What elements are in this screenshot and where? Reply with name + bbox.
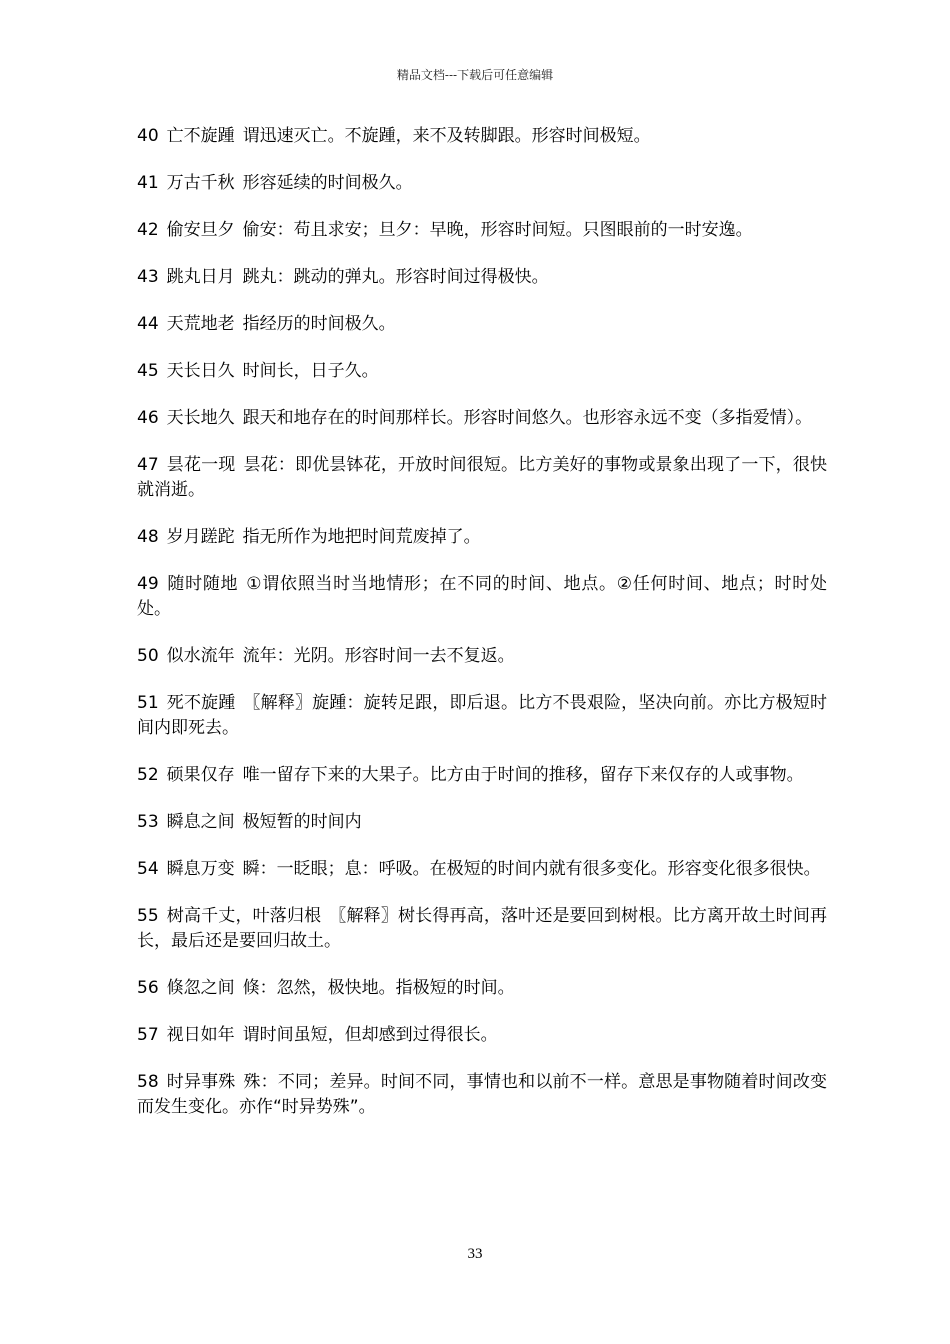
entry-number: 58 xyxy=(137,1072,159,1092)
entry-number: 55 xyxy=(137,906,159,926)
entry-number: 51 xyxy=(137,693,159,713)
list-item xyxy=(137,312,827,337)
entry-term: 硕果仅存 xyxy=(166,765,235,785)
entry-definition: 唯一留存下来的大果子。比方由于时间的推移，留存下来仅存的人或事物。 xyxy=(242,765,804,785)
list-item xyxy=(137,359,827,384)
list-item xyxy=(137,976,827,1001)
list-item xyxy=(137,763,827,788)
entry-term: 时异事殊 xyxy=(166,1072,236,1092)
entry-term: 昙花一现 xyxy=(166,455,236,475)
entry-definition: 跟天和地存在的时间那样长。形容时间悠久。也形容永远不变（多指爱情）。 xyxy=(242,408,813,428)
list-item xyxy=(137,904,827,954)
entry-number: 57 xyxy=(137,1025,159,1045)
entry-number: 52 xyxy=(137,765,159,785)
list-item xyxy=(137,124,827,149)
entry-definition: 谓时间虽短，但却感到过得很长。 xyxy=(242,1025,498,1045)
entry-number: 48 xyxy=(137,527,159,547)
list-item xyxy=(137,644,827,669)
list-item xyxy=(137,1070,827,1120)
list-item xyxy=(137,525,827,550)
entry-definition: 形容延续的时间极久。 xyxy=(242,173,413,193)
entry-term: 瞬息之间 xyxy=(166,812,235,832)
entry-term: 偷安旦夕 xyxy=(166,220,235,240)
entry-definition: 瞬：一眨眼；息：呼吸。在极短的时间内就有很多变化。形容变化很多很快。 xyxy=(242,859,821,879)
entry-term: 岁月蹉跎 xyxy=(166,527,235,547)
entry-definition: 指无所作为地把时间荒废掉了。 xyxy=(242,527,481,547)
entry-number: 41 xyxy=(137,173,159,193)
entry-term: 天长地久 xyxy=(166,408,235,428)
entry-number: 40 xyxy=(137,126,159,146)
list-item xyxy=(137,1023,827,1048)
list-item xyxy=(137,265,827,290)
entry-term: 天长日久 xyxy=(166,361,235,381)
entry-definition: 时间长，日子久。 xyxy=(242,361,379,381)
entry-definition: 指经历的时间极久。 xyxy=(242,314,396,334)
page-header: 精品文档---下载后可任意编辑 xyxy=(396,68,554,82)
list-item xyxy=(137,171,827,196)
list-item xyxy=(137,406,827,431)
idiom-list xyxy=(137,124,827,1142)
page-number: 33 xyxy=(467,1246,483,1262)
entry-number: 56 xyxy=(137,978,159,998)
entry-definition: 昙花：即优昙钵花，开放时间很短。比方美好的事物或景象出现了一下，很快就消逝。 xyxy=(137,455,828,500)
entry-term: 树高千丈，叶落归根 xyxy=(166,906,322,926)
entry-definition: ①谓依照当时当地情形；在不同的时间、地点。②任何时间、地点；时时处处。 xyxy=(137,574,828,619)
list-item xyxy=(137,453,827,503)
entry-number: 42 xyxy=(137,220,159,240)
entry-number: 47 xyxy=(137,455,159,475)
entry-definition: 流年：光阴。形容时间一去不复返。 xyxy=(242,646,515,666)
entry-term: 万古千秋 xyxy=(166,173,235,193)
entry-number: 54 xyxy=(137,859,159,879)
entry-definition: 跳丸：跳动的弹丸。形容时间过得极快。 xyxy=(242,267,549,287)
entry-term: 天荒地老 xyxy=(166,314,235,334)
entry-number: 46 xyxy=(137,408,159,428)
entry-definition: 倏：忽然，极快地。指极短的时间。 xyxy=(242,978,515,998)
entry-term: 视日如年 xyxy=(166,1025,235,1045)
entry-definition: 谓迅速灭亡。不旋踵，来不及转脚跟。形容时间极短。 xyxy=(242,126,651,146)
list-item xyxy=(137,857,827,882)
entry-number: 43 xyxy=(137,267,159,287)
entry-number: 50 xyxy=(137,646,159,666)
entry-definition: 极短暂的时间内 xyxy=(242,812,362,832)
entry-definition: 殊：不同；差异。时间不同，事情也和以前不一样。意思是事物随着时间改变而发生变化。亦作“时异势殊”。 xyxy=(137,1072,828,1117)
entry-number: 44 xyxy=(137,314,159,334)
list-item xyxy=(137,810,827,835)
entry-term: 跳丸日月 xyxy=(166,267,235,287)
entry-definition: 〖解释〗树长得再高，落叶还是要回到树根。比方离开故土时间再长，最后还是要回归故土。 xyxy=(137,906,828,951)
entry-term: 亡不旋踵 xyxy=(166,126,235,146)
entry-definition: 偷安：苟且求安；旦夕：早晚，形容时间短。只图眼前的一时安逸。 xyxy=(242,220,753,240)
list-item xyxy=(137,572,827,622)
list-item xyxy=(137,218,827,243)
entry-term: 随时随地 xyxy=(166,574,239,594)
entry-term: 瞬息万变 xyxy=(166,859,235,879)
entry-term: 死不旋踵 xyxy=(166,693,236,713)
list-item xyxy=(137,691,827,741)
entry-term: 倏忽之间 xyxy=(166,978,235,998)
entry-number: 45 xyxy=(137,361,159,381)
entry-definition: 〖解释〗旋踵：旋转足跟，即后退。比方不畏艰险，坚决向前。亦比方极短时间内即死去。 xyxy=(137,693,828,738)
entry-number: 53 xyxy=(137,812,159,832)
entry-number: 49 xyxy=(137,574,159,594)
entry-term: 似水流年 xyxy=(166,646,235,666)
